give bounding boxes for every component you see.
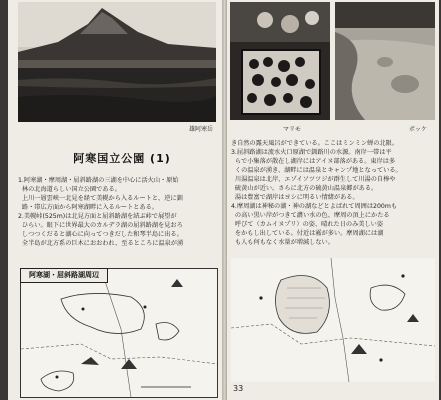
body-line: 全半島が北方系の巨木におおわれ、至るところに温泉が湧 [18, 240, 184, 247]
right-page [227, 0, 439, 400]
body-line: き自然の露天風呂ができている。ここはミンミン蝉の北限。 [231, 140, 399, 147]
page-title: 阿寒国立公園 (1) [73, 152, 171, 165]
body-line: しつつくだると湖心に向ってつきだした和琴半島に出る。 [18, 231, 183, 238]
bokke-photo [335, 2, 435, 120]
body-line: 林の北海道らしい国立公園である。 [18, 186, 121, 193]
marimo-photo [230, 2, 330, 120]
left-page [8, 0, 223, 400]
body-line: 上川一層雲峡一北見を経て美幌から入るルートと、逆に釧 [18, 195, 183, 202]
body-line: らで小集落が散在し湖岸にはアイヌ部落がある。東岸は多 [231, 158, 396, 165]
body-line: も人も何もなく水量が増減しない。 [231, 239, 334, 246]
body-line: 4.摩周湖は神秘の湖・神の湖などとよばれて周囲は200mも [231, 203, 398, 210]
body-line: くの温泉が湧き、湖畔には温泉とキャンプ地となっている。 [231, 167, 402, 174]
body-line: 川湯温泉は北岸、エゾイソツツジが群生して川湯の自棒や [231, 176, 396, 183]
body-line: 1.阿寒湖・摩周湖・屈斜路湖の三湖を中心に活火山・原始 [18, 177, 179, 184]
body-line: 2.美幌峠(525m)は北見方面と屈斜路湖を結ぶ峠で展望が [18, 213, 177, 220]
body-line: 湯は豊富で湖岸はヨシに明るい情緒がある。 [231, 194, 359, 201]
area-map-right [231, 258, 435, 382]
photo-caption: マリモ [283, 126, 302, 133]
body-line: 路・帯広方面から阿寒湖畔に入るルートとある。 [18, 204, 159, 211]
mountain-lake-photo [18, 2, 216, 122]
map-title: 阿寒湖・屈斜路湖周辺 [20, 268, 108, 283]
page-number: 33 [233, 384, 244, 393]
photo-caption: ボッケ [409, 126, 428, 133]
body-line: 3.屈斜路湖は流水火口原湖で釧路川の水源。南岸一帯は平 [231, 149, 392, 156]
body-line: をかもし出している。付近は霧が多い。摩周湖には湖 [231, 230, 384, 237]
body-line: ひらい。眼下に世界最大のカルデラ湖の屈斜路湖を見おろ [18, 222, 183, 229]
area-map [20, 268, 218, 398]
body-line: の高い黒い岸がつきて濃い水の色、摩周の頂上にかたる [231, 212, 390, 219]
body-line: 呼びて（カムイヌプリ）の姿、晴れた日のみ美しい姿 [231, 221, 384, 228]
photo-caption: 雄阿寒岳 [189, 126, 214, 133]
body-line: 硫黄山が近い。さらに北方の硫黄山温泉郷がある。 [231, 185, 378, 192]
